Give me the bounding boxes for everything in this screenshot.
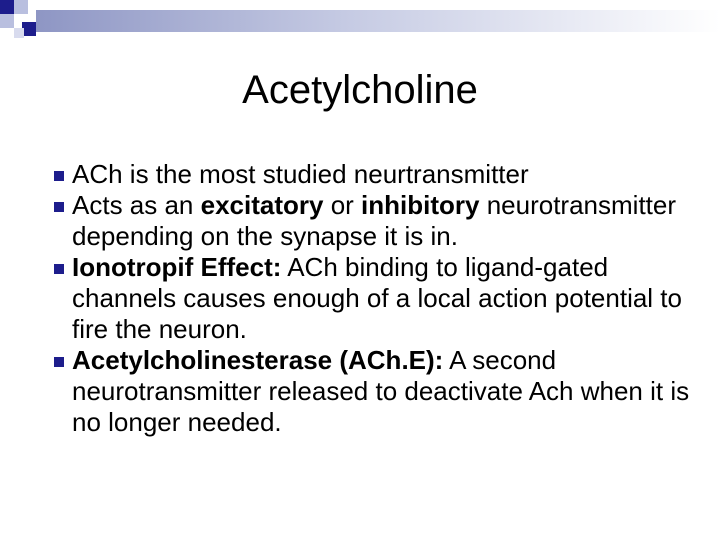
bullet-bold-term: Ionotropif Effect:	[72, 252, 282, 282]
corner-square-light	[14, 28, 24, 38]
list-item	[60, 190, 700, 252]
bullet-text: A second neurotransmitter released to deactivate Ach when it is no longer needed.	[72, 345, 690, 437]
bullet-list	[60, 159, 700, 438]
square-bullet-icon	[54, 171, 64, 181]
square-bullet-icon	[54, 357, 64, 367]
corner-square-light	[0, 14, 14, 28]
bullet-bold-term: excitatory	[200, 190, 324, 220]
bullet-text: ACh is the most studied neurtransmitter	[72, 159, 529, 189]
square-bullet-icon	[54, 264, 64, 274]
list-item	[60, 252, 700, 345]
list-item	[60, 159, 700, 190]
square-bullet-icon	[54, 202, 64, 212]
bullet-text: ACh binding to ligand-gated channels causes enough of a local action potential to fire the neuron.	[72, 252, 682, 344]
corner-square-light	[14, 0, 28, 14]
header-gradient-bar	[36, 10, 720, 32]
slide-title: Acetylcholine	[242, 68, 478, 112]
bullet-text-post: neurotransmitter depending on the synapse it is in.	[72, 190, 677, 251]
bullet-bold-term: Acetylcholinesterase (ACh.E):	[72, 345, 444, 375]
corner-square-dark	[22, 22, 36, 36]
bullet-bold-term: inhibitory	[361, 190, 480, 220]
bullet-text-pre: Acts as an	[72, 190, 201, 220]
corner-square-dark	[0, 0, 14, 14]
list-item	[60, 345, 700, 438]
bullet-text-mid: or	[323, 190, 362, 220]
